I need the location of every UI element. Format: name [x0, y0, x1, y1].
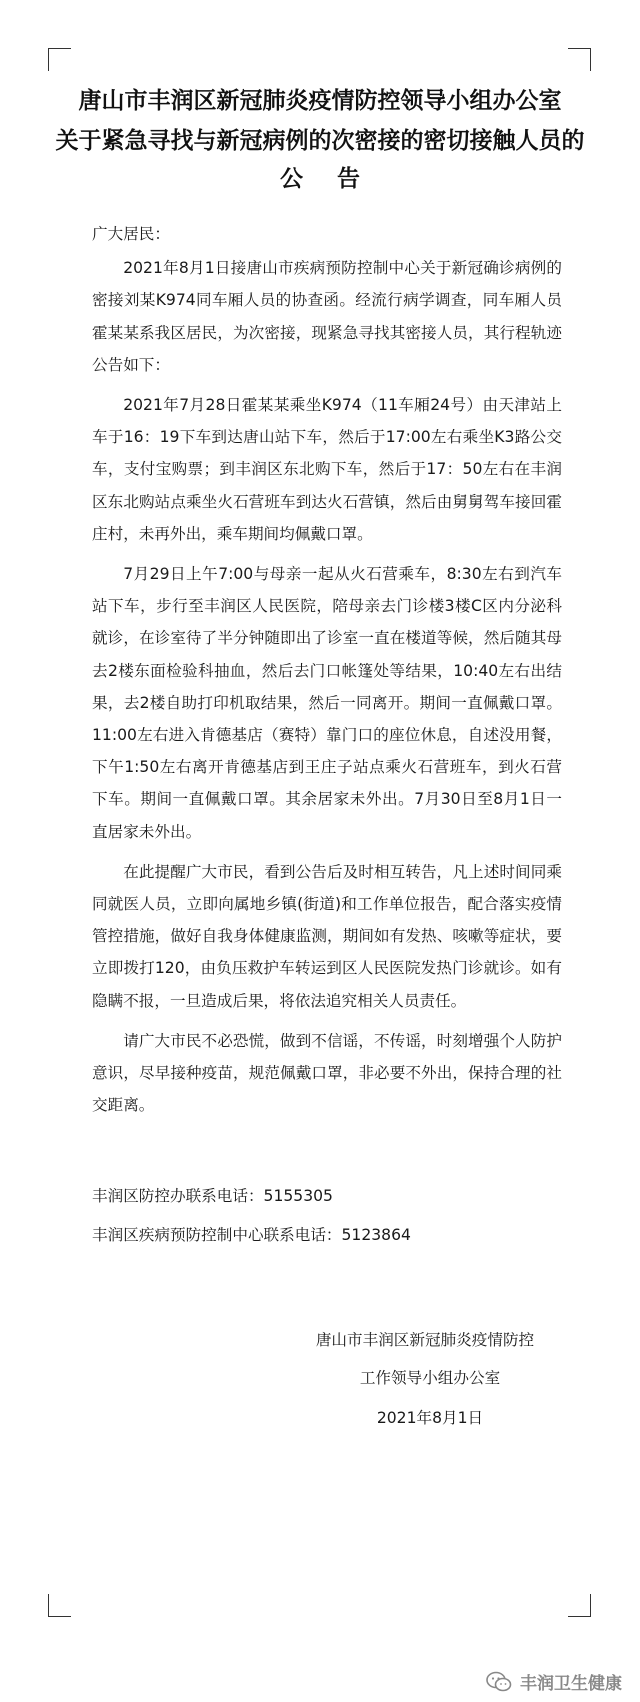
paragraph-advice: 请广大市民不必恐慌，做到不信谣，不传谣，时刻增强个人防护意识，尽早接种疫苗，规范佩戴口罩，非必要不外出，保持合理的社交距离。: [92, 1031, 562, 1115]
title-line-3: 公告: [280, 166, 394, 192]
paragraph-july-29: 7月29日上午7:00与母亲一起从火石营乘车，8:30左右到汽车站下车，步行至丰润区人民医院，陪母亲去门诊楼3楼C区内分泌科就诊，在诊室待了半分钟随即出了诊室一直在楼道等候，然后随其母去2楼东面检验科抽血，然后去门口帐篷处等结果，10:40左右出结果，去2楼自助打印机取结果，然后一同离开。期间一直佩戴口罩。11:00左右进入肯德基店（赛特）靠门口的座位休息，自述没用餐，下午1:50左右离开肯德基店到王庄子站点乘火石营班车，到火石营下车。期间一直佩戴口罩。其余居家未外出。7月30日至8月1日一直居家未外出。: [92, 565, 562, 841]
notice-body: [92, 218, 562, 1129]
signature-org-line-2: 工作领导小组办公室: [359, 1369, 501, 1387]
crop-mark-top-left: [48, 48, 71, 71]
title-line-1: 唐山市丰润区新冠肺炎疫情防控领导小组办公室: [78, 88, 562, 114]
wechat-icon: [486, 1671, 512, 1693]
paragraph-july-28: 2021年7月28日霍某某乘坐K974（11车厢24号）由天津站上车于16：19下车到达唐山站下车，然后于17:00左右乘坐K3路公交车，支付宝购票；到丰润区东北购下车，然后于17：50左右在丰润区东北购站点乘坐火石营班车到达火石营镇，然后由舅舅驾车接回霍庄村，未再外出，乘车期间均佩戴口罩。: [92, 396, 562, 543]
contact-cdc: 丰润区疾病预防控制中心联系电话：5123864: [92, 1226, 411, 1244]
signature-org-line-1: 唐山市丰润区新冠肺炎疫情防控: [315, 1331, 535, 1349]
crop-mark-bottom-right: [568, 1594, 591, 1617]
paragraph-reminder: 在此提醒广大市民，看到公告后及时相互转告，凡上述时间同乘同就医人员，立即向属地乡镇(街道)和工作单位报告，配合落实疫情管控措施，做好自我身体健康监测，期间如有发热、咳嗽等症状，要立即拨打120，由负压救护车转运到区人民医院发热门诊就诊。如有隐瞒不报，一旦造成后果，将依法追究相关人员责任。: [92, 862, 562, 1010]
signature-date: 2021年8月1日: [376, 1409, 484, 1427]
crop-mark-bottom-left: [48, 1594, 71, 1617]
greeting: 广大居民：: [92, 225, 170, 243]
title-line-2: 关于紧急寻找与新冠病例的次密接的密切接触人员的: [55, 128, 585, 154]
paragraph-intro: 2021年8月1日接唐山市疾病预防控制中心关于新冠确诊病例的密接刘某K974同车厢人员的协查函。经流行病学调查，同车厢人员霍某某系我区居民，为次密接，现紧急寻找其密接人员，其行程轨迹公告如下：: [92, 259, 562, 374]
contact-prevention-office: 丰润区防控办联系电话：5155305: [92, 1187, 333, 1205]
crop-mark-top-right: [568, 48, 591, 71]
watermark-text: 丰润卫生健康: [520, 1674, 622, 1694]
watermark: [486, 1669, 622, 1694]
